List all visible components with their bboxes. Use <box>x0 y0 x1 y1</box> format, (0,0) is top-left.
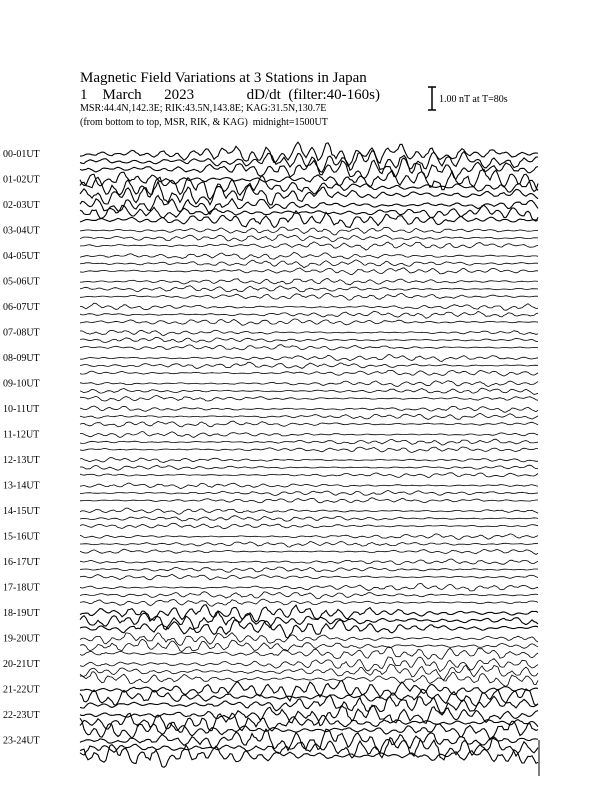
trace-kag <box>80 534 538 540</box>
trace-kag <box>80 227 538 235</box>
trace-msr <box>80 447 538 453</box>
hour-label: 15-16UT <box>3 531 40 543</box>
trace-kag <box>80 483 538 489</box>
trace-rik <box>80 235 538 242</box>
hour-label: 10-11UT <box>3 404 40 415</box>
trace-kag <box>80 559 538 565</box>
trace-rik <box>80 542 538 547</box>
hour-label: 20-21UT <box>3 659 40 670</box>
scale-bar-icon <box>428 87 436 110</box>
trace-kag <box>80 657 538 672</box>
trace-rik <box>80 362 538 368</box>
trace-rik <box>80 567 538 572</box>
trace-kag <box>80 252 538 259</box>
scale-label: 1.00 nT at T=80s <box>439 94 508 105</box>
trace-kag <box>80 196 538 215</box>
trace-rik <box>80 439 538 445</box>
trace-rik <box>80 260 538 268</box>
trace-kag <box>80 330 538 335</box>
trace-kag <box>80 279 538 285</box>
date-filter-line: 1 March 2023 dD/dt (filter:40-160s) <box>80 87 380 103</box>
hour-label: 09-10UT <box>3 378 40 390</box>
trace-msr <box>80 345 538 350</box>
trace-msr <box>80 182 538 205</box>
trace-msr <box>80 396 538 402</box>
trace-rik <box>80 286 538 292</box>
trace-rik <box>80 388 538 394</box>
trace-rik <box>80 337 538 342</box>
hour-label: 03-04UT <box>3 225 40 237</box>
hour-label: 21-22UT <box>3 684 40 696</box>
trace-kag <box>80 508 538 514</box>
trace-msr <box>80 549 538 554</box>
hour-label: 18-19UT <box>3 608 40 619</box>
hour-label: 19-20UT <box>3 633 40 645</box>
trace-msr <box>80 242 538 250</box>
trace-kag <box>80 633 538 646</box>
hour-label: 06-07UT <box>3 302 40 313</box>
trace-kag <box>80 303 538 310</box>
trace-rik <box>80 311 538 318</box>
station-order-note: (from bottom to top, MSR, RIK, & KAG) midnight=1500UT <box>80 117 328 128</box>
trace-kag <box>80 432 538 438</box>
trace-rik <box>80 413 538 419</box>
trace-msr <box>80 498 538 503</box>
trace-kag <box>80 381 538 387</box>
hour-label: 17-18UT <box>3 582 40 594</box>
trace-kag <box>80 406 538 412</box>
trace-rik <box>80 490 538 495</box>
trace-rik <box>80 737 538 760</box>
hour-label: 14-15UT <box>3 506 40 517</box>
trace-msr <box>80 319 538 325</box>
trace-msr <box>80 647 538 660</box>
trace-msr <box>80 268 538 275</box>
trace-msr <box>80 599 538 606</box>
trace-rik <box>80 516 538 522</box>
hour-label: 01-02UT <box>3 174 40 186</box>
trace-msr <box>80 620 538 639</box>
hour-label: 02-03UT <box>3 200 40 211</box>
hour-label: 22-23UT <box>3 710 40 721</box>
station-locations: MSR:44.4N,142.3E; RIK:43.5N,143.8E; KAG:31.5N,130.7E <box>80 103 327 114</box>
hour-label: 05-06UT <box>3 276 40 288</box>
hour-label: 16-17UT <box>3 557 40 568</box>
trace-kag <box>80 584 538 591</box>
trace-kag <box>80 458 538 463</box>
hour-label: 04-05UT <box>3 251 40 262</box>
hour-label: 11-12UT <box>3 429 40 441</box>
hour-label: 07-08UT <box>3 327 40 339</box>
trace-msr <box>80 523 538 528</box>
hour-label: 00-01UT <box>3 149 40 160</box>
trace-msr <box>80 718 538 739</box>
trace-msr <box>80 574 538 580</box>
trace-rik <box>80 465 538 470</box>
trace-msr <box>80 293 538 300</box>
hour-label: 13-14UT <box>3 480 40 492</box>
trace-rik <box>80 592 538 599</box>
hour-label: 23-24UT <box>3 735 40 747</box>
hour-label: 12-13UT <box>3 455 40 466</box>
trace-msr <box>80 473 538 478</box>
chart-title: Magnetic Field Variations at 3 Stations in Japan <box>80 70 367 86</box>
trace-kag <box>80 355 538 362</box>
hour-label: 08-09UT <box>3 353 40 364</box>
trace-msr <box>80 421 538 427</box>
trace-msr <box>80 370 538 376</box>
